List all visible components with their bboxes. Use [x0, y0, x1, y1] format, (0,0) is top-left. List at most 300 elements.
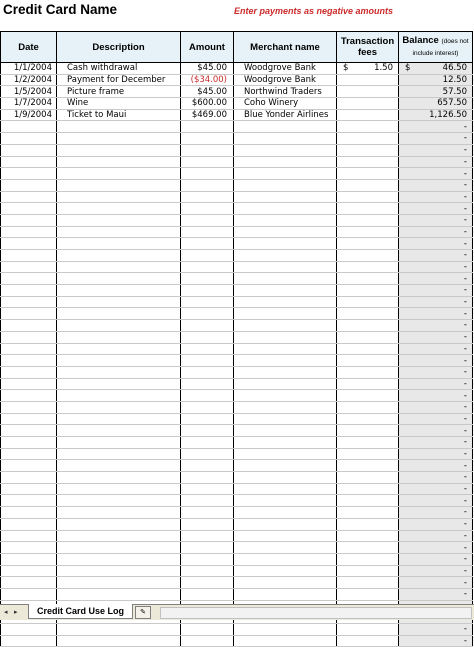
cell-amount[interactable]	[181, 133, 234, 145]
cell-amount[interactable]	[181, 542, 234, 554]
cell-merchant[interactable]: Coho Winery	[234, 98, 337, 110]
cell-description[interactable]	[57, 296, 181, 308]
cell-transaction-fee[interactable]	[337, 413, 399, 425]
cell-merchant[interactable]	[234, 460, 337, 472]
cell-date[interactable]	[1, 296, 57, 308]
cell-balance[interactable]: -	[399, 483, 473, 495]
cell-date[interactable]	[1, 472, 57, 484]
cell-transaction-fee[interactable]	[337, 472, 399, 484]
cell-merchant[interactable]	[234, 133, 337, 145]
cell-date[interactable]	[1, 261, 57, 273]
cell-amount[interactable]	[181, 238, 234, 250]
cell-merchant[interactable]	[234, 518, 337, 530]
cell-date[interactable]	[1, 530, 57, 542]
cell-amount[interactable]	[181, 460, 234, 472]
cell-merchant[interactable]	[234, 577, 337, 589]
cell-description[interactable]	[57, 320, 181, 332]
cell-balance[interactable]: -	[399, 635, 473, 647]
cell-transaction-fee[interactable]	[337, 495, 399, 507]
cell-merchant[interactable]	[234, 261, 337, 273]
cell-amount[interactable]	[181, 448, 234, 460]
cell-description[interactable]	[57, 343, 181, 355]
cell-balance[interactable]: -	[399, 191, 473, 203]
cell-merchant[interactable]	[234, 588, 337, 600]
cell-balance[interactable]: -	[399, 553, 473, 565]
cell-merchant[interactable]	[234, 542, 337, 554]
cell-date[interactable]	[1, 588, 57, 600]
cell-transaction-fee[interactable]	[337, 261, 399, 273]
cell-merchant[interactable]	[234, 343, 337, 355]
column-header-merchant[interactable]: Merchant name	[234, 32, 337, 63]
cell-description[interactable]	[57, 483, 181, 495]
cell-transaction-fee[interactable]	[337, 296, 399, 308]
cell-merchant[interactable]	[234, 483, 337, 495]
cell-description[interactable]	[57, 366, 181, 378]
cell-amount[interactable]	[181, 390, 234, 402]
cell-date[interactable]	[1, 250, 57, 262]
cell-description[interactable]	[57, 156, 181, 168]
cell-merchant[interactable]	[234, 437, 337, 449]
cell-date[interactable]	[1, 331, 57, 343]
cell-transaction-fee[interactable]	[337, 86, 399, 98]
cell-description[interactable]	[57, 495, 181, 507]
cell-merchant[interactable]	[234, 296, 337, 308]
cell-transaction-fee[interactable]	[337, 168, 399, 180]
cell-transaction-fee[interactable]	[337, 179, 399, 191]
cell-transaction-fee[interactable]	[337, 214, 399, 226]
cell-transaction-fee[interactable]	[337, 109, 399, 121]
cell-transaction-fee[interactable]	[337, 355, 399, 367]
cell-merchant[interactable]	[234, 179, 337, 191]
cell-balance[interactable]: -	[399, 448, 473, 460]
cell-transaction-fee[interactable]	[337, 507, 399, 519]
cell-date[interactable]	[1, 518, 57, 530]
cell-description[interactable]: Payment for December	[57, 74, 181, 86]
cell-date[interactable]	[1, 425, 57, 437]
cell-amount[interactable]	[181, 343, 234, 355]
cell-transaction-fee[interactable]	[337, 98, 399, 110]
cell-balance[interactable]: -	[399, 203, 473, 215]
cell-merchant[interactable]	[234, 331, 337, 343]
cell-transaction-fee[interactable]	[337, 437, 399, 449]
cell-merchant[interactable]	[234, 401, 337, 413]
cell-amount[interactable]	[181, 331, 234, 343]
cell-transaction-fee[interactable]	[337, 530, 399, 542]
cell-balance[interactable]	[399, 74, 473, 86]
sheet-title[interactable]: Credit Card Name	[3, 2, 118, 17]
cell-description[interactable]	[57, 507, 181, 519]
cell-description[interactable]	[57, 413, 181, 425]
cell-transaction-fee[interactable]	[337, 133, 399, 145]
cell-amount[interactable]	[181, 168, 234, 180]
column-header-date[interactable]: Date	[1, 32, 57, 63]
cell-balance[interactable]: -	[399, 413, 473, 425]
cell-balance[interactable]: -	[399, 156, 473, 168]
cell-date[interactable]	[1, 355, 57, 367]
cell-balance[interactable]: -	[399, 425, 473, 437]
payment-instruction-note[interactable]: Enter payments as negative amounts	[234, 6, 394, 16]
cell-merchant[interactable]	[234, 121, 337, 133]
cell-description[interactable]	[57, 624, 181, 636]
cell-amount[interactable]: $45.00	[181, 86, 234, 98]
cell-date[interactable]	[1, 366, 57, 378]
cell-transaction-fee[interactable]	[337, 320, 399, 332]
cell-description[interactable]: Cash withdrawal	[57, 63, 181, 75]
cell-merchant[interactable]: Woodgrove Bank	[234, 63, 337, 75]
cell-transaction-fee[interactable]	[337, 156, 399, 168]
cell-description[interactable]	[57, 425, 181, 437]
cell-merchant[interactable]	[234, 250, 337, 262]
cell-merchant[interactable]	[234, 156, 337, 168]
cell-merchant[interactable]	[234, 507, 337, 519]
cell-description[interactable]	[57, 273, 181, 285]
cell-date[interactable]: 1/5/2004	[1, 86, 57, 98]
cell-transaction-fee[interactable]	[337, 191, 399, 203]
cell-date[interactable]	[1, 191, 57, 203]
cell-amount[interactable]	[181, 366, 234, 378]
cell-transaction-fee[interactable]	[337, 542, 399, 554]
cell-description[interactable]	[57, 378, 181, 390]
cell-balance[interactable]: -	[399, 624, 473, 636]
cell-description[interactable]	[57, 261, 181, 273]
cell-date[interactable]	[1, 507, 57, 519]
cell-date[interactable]	[1, 168, 57, 180]
cell-merchant[interactable]	[234, 144, 337, 156]
cell-amount[interactable]	[181, 495, 234, 507]
cell-balance[interactable]: -	[399, 507, 473, 519]
cell-date[interactable]	[1, 413, 57, 425]
cell-merchant[interactable]	[234, 390, 337, 402]
cell-description[interactable]	[57, 285, 181, 297]
cell-amount[interactable]	[181, 553, 234, 565]
cell-amount[interactable]	[181, 401, 234, 413]
cell-amount[interactable]	[181, 378, 234, 390]
cell-merchant[interactable]	[234, 553, 337, 565]
cell-description[interactable]	[57, 144, 181, 156]
cell-transaction-fee[interactable]	[337, 390, 399, 402]
cell-merchant[interactable]	[234, 565, 337, 577]
cell-amount[interactable]	[181, 624, 234, 636]
cell-date[interactable]	[1, 553, 57, 565]
cell-date[interactable]	[1, 156, 57, 168]
cell-amount[interactable]	[181, 530, 234, 542]
cell-description[interactable]	[57, 588, 181, 600]
cell-amount[interactable]	[181, 588, 234, 600]
cell-amount[interactable]	[181, 296, 234, 308]
cell-transaction-fee[interactable]	[337, 366, 399, 378]
cell-description[interactable]	[57, 250, 181, 262]
cell-transaction-fee[interactable]	[337, 588, 399, 600]
cell-date[interactable]	[1, 635, 57, 647]
cell-description[interactable]	[57, 331, 181, 343]
column-header-balance[interactable]: Balance (does not include interest)	[399, 32, 473, 63]
cell-merchant[interactable]	[234, 308, 337, 320]
cell-merchant[interactable]	[234, 472, 337, 484]
cell-description[interactable]	[57, 472, 181, 484]
cell-amount[interactable]	[181, 179, 234, 191]
cell-merchant[interactable]: Woodgrove Bank	[234, 74, 337, 86]
cell-transaction-fee[interactable]	[337, 308, 399, 320]
cell-merchant[interactable]	[234, 624, 337, 636]
cell-balance[interactable]: -	[399, 460, 473, 472]
cell-balance[interactable]: -	[399, 250, 473, 262]
cell-merchant[interactable]: Blue Yonder Airlines	[234, 109, 337, 121]
cell-balance[interactable]: -	[399, 168, 473, 180]
cell-date[interactable]	[1, 179, 57, 191]
cell-transaction-fee[interactable]	[337, 250, 399, 262]
cell-description[interactable]	[57, 121, 181, 133]
cell-balance[interactable]: -	[399, 121, 473, 133]
cell-description[interactable]	[57, 226, 181, 238]
cell-amount[interactable]	[181, 285, 234, 297]
cell-description[interactable]	[57, 191, 181, 203]
cell-date[interactable]	[1, 320, 57, 332]
cell-balance[interactable]	[399, 109, 473, 121]
cell-merchant[interactable]	[234, 448, 337, 460]
cell-balance[interactable]: -	[399, 355, 473, 367]
cell-description[interactable]	[57, 214, 181, 226]
cell-date[interactable]	[1, 390, 57, 402]
cell-description[interactable]	[57, 460, 181, 472]
cell-date[interactable]	[1, 285, 57, 297]
cell-description[interactable]	[57, 401, 181, 413]
cell-description[interactable]	[57, 565, 181, 577]
cell-balance[interactable]: -	[399, 308, 473, 320]
cell-date[interactable]	[1, 273, 57, 285]
column-header-description[interactable]: Description	[57, 32, 181, 63]
cell-merchant[interactable]	[234, 285, 337, 297]
cell-balance[interactable]: -	[399, 320, 473, 332]
cell-transaction-fee[interactable]	[337, 401, 399, 413]
cell-transaction-fee[interactable]	[337, 518, 399, 530]
cell-balance[interactable]: -	[399, 366, 473, 378]
cell-transaction-fee[interactable]	[337, 565, 399, 577]
cell-amount[interactable]	[181, 273, 234, 285]
cell-balance[interactable]: -	[399, 390, 473, 402]
cell-transaction-fee[interactable]	[337, 203, 399, 215]
cell-balance[interactable]: -	[399, 273, 473, 285]
cell-merchant[interactable]	[234, 214, 337, 226]
cell-transaction-fee[interactable]	[337, 63, 399, 75]
cell-date[interactable]	[1, 542, 57, 554]
cell-amount[interactable]	[181, 144, 234, 156]
cell-date[interactable]	[1, 448, 57, 460]
cell-amount[interactable]	[181, 261, 234, 273]
cell-date[interactable]	[1, 378, 57, 390]
cell-merchant[interactable]	[234, 355, 337, 367]
cell-date[interactable]	[1, 483, 57, 495]
cell-date[interactable]: 1/7/2004	[1, 98, 57, 110]
cell-balance[interactable]: -	[399, 133, 473, 145]
cell-date[interactable]	[1, 308, 57, 320]
cell-merchant[interactable]	[234, 378, 337, 390]
cell-description[interactable]	[57, 577, 181, 589]
cell-amount[interactable]	[181, 156, 234, 168]
cell-date[interactable]	[1, 144, 57, 156]
cell-description[interactable]	[57, 553, 181, 565]
cell-date[interactable]	[1, 495, 57, 507]
cell-transaction-fee[interactable]	[337, 483, 399, 495]
cell-date[interactable]	[1, 238, 57, 250]
cell-merchant[interactable]	[234, 495, 337, 507]
cell-merchant[interactable]: Northwind Traders	[234, 86, 337, 98]
cell-amount[interactable]	[181, 250, 234, 262]
cell-date[interactable]	[1, 437, 57, 449]
cell-description[interactable]	[57, 133, 181, 145]
cell-transaction-fee[interactable]	[337, 121, 399, 133]
cell-description[interactable]	[57, 203, 181, 215]
cell-amount[interactable]	[181, 437, 234, 449]
cell-amount[interactable]: $600.00	[181, 98, 234, 110]
cell-balance[interactable]	[399, 63, 473, 75]
cell-balance[interactable]	[399, 86, 473, 98]
cell-merchant[interactable]	[234, 530, 337, 542]
cell-balance[interactable]: -	[399, 285, 473, 297]
cell-transaction-fee[interactable]	[337, 331, 399, 343]
cell-balance[interactable]	[399, 98, 473, 110]
column-header-transaction-fees[interactable]: Transaction fees	[337, 32, 399, 63]
cell-date[interactable]	[1, 226, 57, 238]
cell-amount[interactable]	[181, 226, 234, 238]
cell-transaction-fee[interactable]	[337, 378, 399, 390]
cell-merchant[interactable]	[234, 413, 337, 425]
cell-date[interactable]	[1, 214, 57, 226]
cell-date[interactable]: 1/1/2004	[1, 63, 57, 75]
cell-balance[interactable]: -	[399, 331, 473, 343]
cell-merchant[interactable]	[234, 168, 337, 180]
column-header-amount[interactable]: Amount	[181, 32, 234, 63]
cell-date[interactable]	[1, 624, 57, 636]
cell-date[interactable]: 1/9/2004	[1, 109, 57, 121]
cell-transaction-fee[interactable]	[337, 635, 399, 647]
cell-merchant[interactable]	[234, 273, 337, 285]
cell-merchant[interactable]	[234, 425, 337, 437]
cell-balance[interactable]: -	[399, 378, 473, 390]
cell-amount[interactable]	[181, 214, 234, 226]
cell-amount[interactable]	[181, 518, 234, 530]
cell-amount[interactable]	[181, 413, 234, 425]
cell-balance[interactable]: -	[399, 565, 473, 577]
cell-transaction-fee[interactable]	[337, 460, 399, 472]
cell-date[interactable]	[1, 203, 57, 215]
cell-amount[interactable]: $469.00	[181, 109, 234, 121]
cell-balance[interactable]: -	[399, 343, 473, 355]
cell-balance[interactable]: -	[399, 144, 473, 156]
cell-description[interactable]	[57, 238, 181, 250]
cell-balance[interactable]: -	[399, 437, 473, 449]
cell-transaction-fee[interactable]	[337, 448, 399, 460]
cell-balance[interactable]: -	[399, 518, 473, 530]
cell-transaction-fee[interactable]	[337, 577, 399, 589]
cell-transaction-fee[interactable]	[337, 285, 399, 297]
cell-balance[interactable]: -	[399, 401, 473, 413]
cell-merchant[interactable]	[234, 320, 337, 332]
cell-balance[interactable]: -	[399, 214, 473, 226]
tab-credit-card-use-log[interactable]: Credit Card Use Log	[28, 604, 133, 619]
cell-description[interactable]	[57, 168, 181, 180]
cell-transaction-fee[interactable]	[337, 553, 399, 565]
cell-amount[interactable]	[181, 308, 234, 320]
cell-balance[interactable]: -	[399, 472, 473, 484]
cell-description[interactable]: Wine	[57, 98, 181, 110]
cell-transaction-fee[interactable]	[337, 74, 399, 86]
cell-transaction-fee[interactable]	[337, 273, 399, 285]
cell-amount[interactable]	[181, 635, 234, 647]
cell-balance[interactable]: -	[399, 588, 473, 600]
cell-merchant[interactable]	[234, 238, 337, 250]
cell-date[interactable]	[1, 460, 57, 472]
cell-description[interactable]	[57, 635, 181, 647]
cell-balance[interactable]: -	[399, 577, 473, 589]
cell-merchant[interactable]	[234, 366, 337, 378]
cell-merchant[interactable]	[234, 226, 337, 238]
cell-description[interactable]: Ticket to Maui	[57, 109, 181, 121]
cell-balance[interactable]: -	[399, 296, 473, 308]
cell-date[interactable]	[1, 343, 57, 355]
cell-amount[interactable]	[181, 191, 234, 203]
cell-amount[interactable]	[181, 483, 234, 495]
cell-date[interactable]: 1/2/2004	[1, 74, 57, 86]
cell-transaction-fee[interactable]	[337, 425, 399, 437]
cell-description[interactable]: Picture frame	[57, 86, 181, 98]
cell-amount[interactable]: $45.00	[181, 63, 234, 75]
cell-amount[interactable]: ($34.00)	[181, 74, 234, 86]
cell-description[interactable]	[57, 518, 181, 530]
cell-amount[interactable]	[181, 507, 234, 519]
cell-date[interactable]	[1, 133, 57, 145]
cell-transaction-fee[interactable]	[337, 624, 399, 636]
cell-merchant[interactable]	[234, 635, 337, 647]
cell-merchant[interactable]	[234, 191, 337, 203]
cell-date[interactable]	[1, 565, 57, 577]
cell-date[interactable]	[1, 121, 57, 133]
cell-balance[interactable]: -	[399, 179, 473, 191]
cell-merchant[interactable]	[234, 203, 337, 215]
cell-description[interactable]	[57, 179, 181, 191]
tab-scroll-first-icon[interactable]: ◂	[4, 608, 8, 616]
cell-amount[interactable]	[181, 577, 234, 589]
cell-amount[interactable]	[181, 565, 234, 577]
cell-amount[interactable]	[181, 121, 234, 133]
cell-balance[interactable]: -	[399, 530, 473, 542]
cell-description[interactable]	[57, 308, 181, 320]
insert-sheet-icon[interactable]: ✎	[135, 606, 151, 619]
cell-balance[interactable]: -	[399, 495, 473, 507]
cell-amount[interactable]	[181, 355, 234, 367]
cell-description[interactable]	[57, 390, 181, 402]
cell-description[interactable]	[57, 437, 181, 449]
cell-description[interactable]	[57, 530, 181, 542]
cell-transaction-fee[interactable]	[337, 226, 399, 238]
cell-amount[interactable]	[181, 425, 234, 437]
cell-balance[interactable]: -	[399, 226, 473, 238]
cell-balance[interactable]: -	[399, 238, 473, 250]
cell-amount[interactable]	[181, 203, 234, 215]
cell-date[interactable]	[1, 577, 57, 589]
cell-description[interactable]	[57, 448, 181, 460]
cell-balance[interactable]: -	[399, 542, 473, 554]
cell-description[interactable]	[57, 542, 181, 554]
cell-amount[interactable]	[181, 320, 234, 332]
horizontal-scrollbar[interactable]	[160, 607, 472, 619]
cell-transaction-fee[interactable]	[337, 238, 399, 250]
cell-description[interactable]	[57, 355, 181, 367]
cell-transaction-fee[interactable]	[337, 343, 399, 355]
cell-transaction-fee[interactable]	[337, 144, 399, 156]
cell-amount[interactable]	[181, 472, 234, 484]
cell-balance[interactable]: -	[399, 261, 473, 273]
tab-scroll-last-icon[interactable]: ▸	[14, 608, 18, 616]
